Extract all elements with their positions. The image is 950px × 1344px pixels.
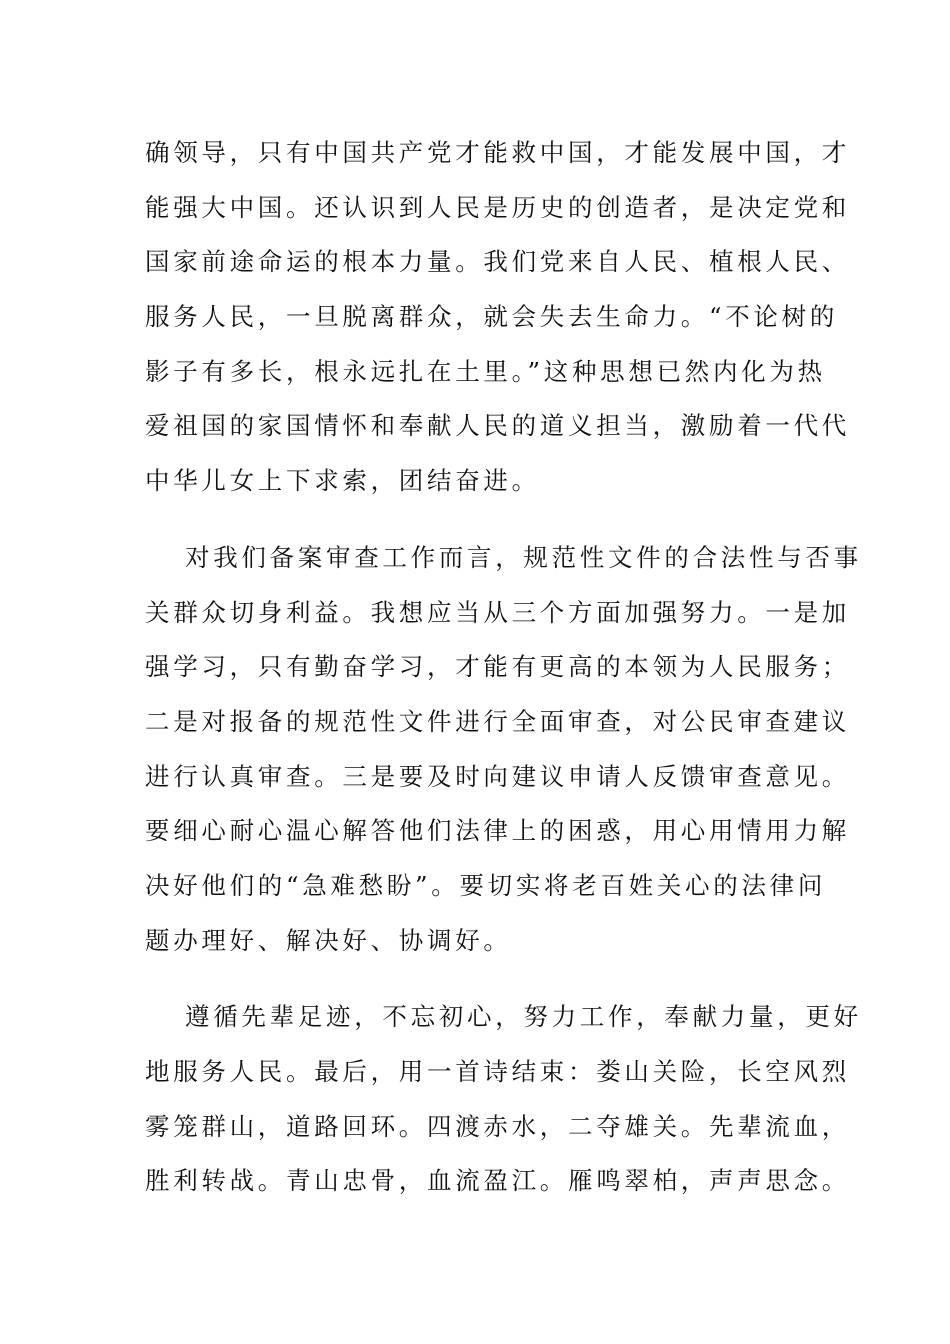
text-line: 遵循先辈足迹，不忘初心，努力工作，奉献力量，更好 [185, 1002, 862, 1032]
text-line: 二是对报备的规范性文件进行全面审查，对公民审查建议 [145, 706, 850, 736]
text-line: 影子有多长，根永远扎在土里。”这种思想已然内化为热 [145, 356, 826, 386]
document-body [145, 126, 862, 1209]
text-line: 确领导，只有中国共产党才能救中国，才能发展中国，才 [145, 138, 850, 167]
text-line: 地服务人民。最后，用一首诗结束：娄山关险，长空风烈 [145, 1057, 850, 1086]
text-line: 能强大中国。还认识到人民是历史的创造者，是决定党和 [145, 192, 850, 222]
text-line: 国家前途命运的根本力量。我们党来自人民、植根人民、 [145, 247, 850, 277]
paragraph-spacer [145, 968, 809, 990]
paragraph-3 [145, 990, 862, 1209]
paragraph-2 [145, 531, 862, 969]
text-line: 服务人民，一旦脱离群众，就会失去生命力。“不论树的 [145, 302, 839, 332]
text-line: 决好他们的“急难愁盼”。要切实将老百姓关心的法律问 [145, 870, 827, 900]
text-line: 爱祖国的家国情怀和奉献人民的道义担当，激励着一代代 [145, 411, 850, 441]
paragraph-spacer [145, 509, 809, 531]
text-line: 进行认真审查。三是要及时向建议申请人反馈审查意见。 [145, 761, 850, 791]
text-line: 强学习，只有勤奋学习，才能有更高的本领为人民服务； [145, 652, 850, 682]
text-line: 要细心耐心温心解答他们法律上的困惑，用心用情用力解 [145, 816, 850, 846]
text-line: 中华儿女上下求索，团结奋进。 [145, 466, 540, 496]
paragraph-1 [145, 126, 850, 509]
text-line: 胜利转战。青山忠骨，血流盈江。雁鸣翠柏，声声思念。 [145, 1166, 850, 1196]
text-line: 对我们备案审查工作而言，规范性文件的合法性与否事 [185, 542, 862, 572]
text-line: 雾笼群山，道路回环。四渡赤水，二夺雄关。先辈流血， [145, 1111, 850, 1141]
text-line: 关群众切身利益。我想应当从三个方面加强努力。一是加 [145, 597, 850, 627]
text-line: 题办理好、解决好、协调好。 [145, 925, 512, 955]
